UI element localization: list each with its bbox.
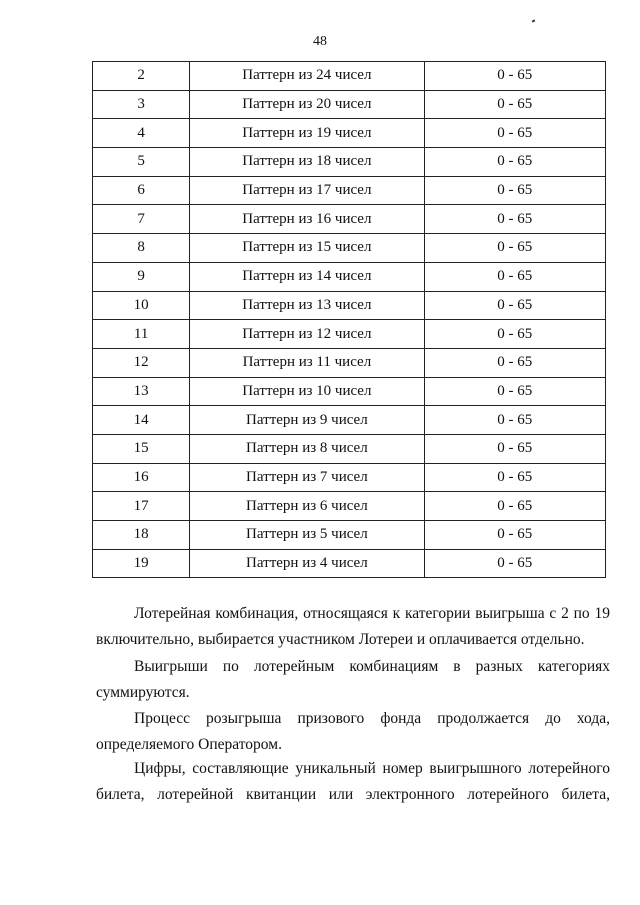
pattern-cell: Паттерн из 17 чисел <box>190 176 424 205</box>
table-row <box>93 377 606 406</box>
range-cell: 0 - 65 <box>424 320 605 349</box>
table-row <box>93 463 606 492</box>
prize-category-table <box>92 61 606 578</box>
table-row <box>93 521 606 550</box>
range-cell: 0 - 65 <box>424 62 605 91</box>
table-row <box>93 549 606 578</box>
pattern-cell: Паттерн из 8 чисел <box>190 434 424 463</box>
paragraph-line: Процесс розыгрыша призового фонда продолжается до хода, <box>134 710 610 727</box>
table-row <box>93 492 606 521</box>
range-cell: 0 - 65 <box>424 463 605 492</box>
range-cell: 0 - 65 <box>424 176 605 205</box>
range-cell: 0 - 65 <box>424 291 605 320</box>
table-row <box>93 90 606 119</box>
pattern-cell: Паттерн из 15 чисел <box>190 234 424 263</box>
table-row <box>93 348 606 377</box>
pattern-cell: Паттерн из 11 чисел <box>190 348 424 377</box>
category-number-cell: 17 <box>93 492 190 521</box>
category-number-cell: 11 <box>93 320 190 349</box>
category-number-cell: 10 <box>93 291 190 320</box>
paragraph-3 <box>96 706 610 758</box>
paragraph-line: суммируются. <box>96 684 190 701</box>
pattern-cell: Паттерн из 13 чисел <box>190 291 424 320</box>
pattern-cell: Паттерн из 10 чисел <box>190 377 424 406</box>
pattern-cell: Паттерн из 14 чисел <box>190 262 424 291</box>
range-cell: 0 - 65 <box>424 262 605 291</box>
range-cell: 0 - 65 <box>424 492 605 521</box>
table-row <box>93 291 606 320</box>
pattern-cell: Паттерн из 24 чисел <box>190 62 424 91</box>
paragraph-line: включительно, выбирается участником Лотереи и оплачивается отдельно. <box>96 631 585 648</box>
range-cell: 0 - 65 <box>424 90 605 119</box>
range-cell: 0 - 65 <box>424 119 605 148</box>
category-number-cell: 8 <box>93 234 190 263</box>
table-row <box>93 434 606 463</box>
category-number-cell: 6 <box>93 176 190 205</box>
category-number-cell: 2 <box>93 62 190 91</box>
category-number-cell: 5 <box>93 148 190 177</box>
table-row <box>93 119 606 148</box>
range-cell: 0 - 65 <box>424 521 605 550</box>
paragraph-line: Лотерейная комбинация, относящаяся к категории выигрыша с 2 по 19 <box>134 605 610 622</box>
table-row <box>93 406 606 435</box>
table-row <box>93 205 606 234</box>
paragraph-line: Цифры, составляющие уникальный номер выигрышного лотерейного <box>134 760 610 777</box>
stray-mark <box>532 19 536 22</box>
paragraph-2 <box>96 654 610 706</box>
paragraph-line: билета, лотерейной квитанции или электронного лотерейного билета, <box>96 786 610 803</box>
pattern-cell: Паттерн из 5 чисел <box>190 521 424 550</box>
paragraph-line: определяемого Оператором. <box>96 736 282 753</box>
paragraph-4 <box>96 756 610 808</box>
category-number-cell: 9 <box>93 262 190 291</box>
range-cell: 0 - 65 <box>424 348 605 377</box>
category-number-cell: 4 <box>93 119 190 148</box>
range-cell: 0 - 65 <box>424 434 605 463</box>
table-row <box>93 262 606 291</box>
range-cell: 0 - 65 <box>424 148 605 177</box>
category-number-cell: 14 <box>93 406 190 435</box>
table-row <box>93 320 606 349</box>
page-number: 48 <box>313 34 327 49</box>
range-cell: 0 - 65 <box>424 205 605 234</box>
pattern-cell: Паттерн из 16 чисел <box>190 205 424 234</box>
category-number-cell: 12 <box>93 348 190 377</box>
category-number-cell: 15 <box>93 434 190 463</box>
pattern-cell: Паттерн из 20 чисел <box>190 90 424 119</box>
table-row <box>93 62 606 91</box>
pattern-cell: Паттерн из 6 чисел <box>190 492 424 521</box>
pattern-cell: Паттерн из 19 чисел <box>190 119 424 148</box>
category-number-cell: 3 <box>93 90 190 119</box>
category-number-cell: 18 <box>93 521 190 550</box>
paragraph-line: Выигрыши по лотерейным комбинациям в разных категориях <box>134 658 610 675</box>
pattern-cell: Паттерн из 4 чисел <box>190 549 424 578</box>
range-cell: 0 - 65 <box>424 234 605 263</box>
category-number-cell: 7 <box>93 205 190 234</box>
paragraph-1 <box>96 601 610 653</box>
pattern-cell: Паттерн из 18 чисел <box>190 148 424 177</box>
table-row <box>93 148 606 177</box>
range-cell: 0 - 65 <box>424 406 605 435</box>
range-cell: 0 - 65 <box>424 377 605 406</box>
category-number-cell: 19 <box>93 549 190 578</box>
table-row <box>93 234 606 263</box>
table-row <box>93 176 606 205</box>
range-cell: 0 - 65 <box>424 549 605 578</box>
pattern-cell: Паттерн из 9 чисел <box>190 406 424 435</box>
table-body <box>93 62 606 578</box>
category-number-cell: 16 <box>93 463 190 492</box>
pattern-cell: Паттерн из 12 чисел <box>190 320 424 349</box>
category-number-cell: 13 <box>93 377 190 406</box>
pattern-cell: Паттерн из 7 чисел <box>190 463 424 492</box>
